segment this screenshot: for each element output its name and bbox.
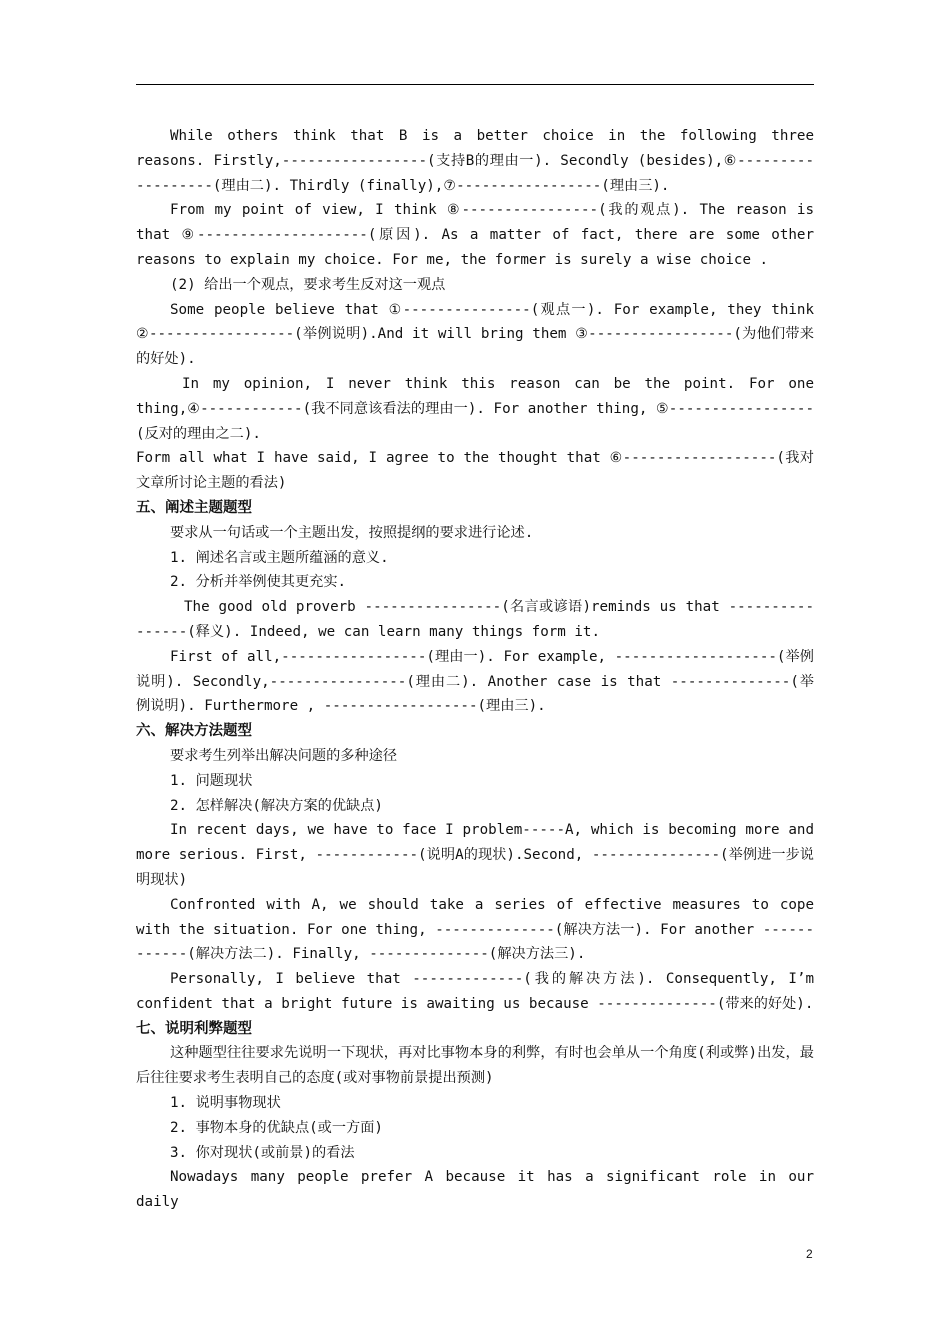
paragraph: In recent days, we have to face I problem-----A, which is becoming more and more serious. First, ------------(说明A的现状).Second, ---------------(举例进一步说明现状) (136, 822, 814, 888)
section-heading: 七、说明利弊题型 (136, 1020, 252, 1037)
paragraph: Nowadays many people prefer A because it has a significant role in our daily (136, 1169, 814, 1211)
list-item: 1. 阐述名言或主题所蕴涵的意义. (170, 549, 389, 566)
paragraph: 要求考生列举出解决问题的多种途径 (170, 747, 398, 764)
header-rule (136, 84, 814, 85)
paragraph: Some people believe that ①---------------(观点一). For example, they think ②-----------------(举例说明).And it will bring them ③-----------------(为他们带来的好处). (136, 301, 814, 368)
paragraph: The good old proverb ----------------(名言或谚语)reminds us that ----------------(释义). Indeed, we can learn many things form it. (136, 599, 814, 640)
paragraph: 要求从一句话或一个主题出发，按照提纲的要求进行论述. (170, 524, 534, 541)
document-body (136, 124, 814, 1215)
list-item: 1. 说明事物现状 (170, 1095, 281, 1112)
list-item: 2. 怎样解决(解决方案的优缺点) (170, 797, 383, 814)
paragraph: From my point of view, I think ⑧----------------(我的观点). The reason is that ⑨--------------------(原因). As a matter of fact, there are some other reasons to explain my choice. For me, the former is surely a wise choice . (136, 202, 814, 268)
list-item: 3. 你对现状(或前景)的看法 (170, 1144, 355, 1161)
list-item: 2. 事物本身的优缺点(或一方面) (170, 1119, 383, 1136)
section-heading: 六、解决方法题型 (136, 723, 252, 740)
paragraph: Personally, I believe that -------------(我的解决方法). Consequently, I’m confident that a bright future is awaiting us because --------------(带来的好处). (136, 971, 814, 1012)
page-number: 2 (806, 1247, 813, 1261)
paragraph: 这种题型往往要求先说明一下现状，再对比事物本身的利弊，有时也会单从一个角度(利或弊)出发，最后往往要求考生表明自己的态度(或对事物前景提出预测) (136, 1045, 814, 1087)
paragraph: In my opinion, I never think this reason can be the point. For one thing,④------------(我不同意该看法的理由一). For another thing, ⑤-----------------(反对的理由之二). (136, 375, 814, 442)
paragraph: Form all what I have said, I agree to the thought that ⑥------------------(我对文章所讨论主题的看法) (136, 450, 814, 492)
paragraph: While others think that B is a better choice in the following three reasons. Firstly,-----------------(支持B的理由一). Secondly (besides),⑥------------------(理由二). Thirdly (finally),⑦-----------------(理由三). (136, 128, 814, 194)
section-heading: 五、阐述主题题型 (136, 499, 252, 516)
list-item: 1. 问题现状 (170, 772, 253, 789)
list-item: 2. 分析并举例使其更充实. (170, 574, 347, 591)
paragraph: First of all,-----------------(理由一). For example, -------------------(举例说明). Secondly,----------------(理由二). Another case is that --------------(举例说明). Furthermore , ------------------(理由三). (136, 648, 814, 715)
paragraph: Confronted with A, we should take a series of effective measures to cope with the situation. For one thing, --------------(解决方法一). For another ------------(解决方法二). Finally, --------------(解决方法三). (136, 896, 814, 963)
sub-heading: (2) 给出一个观点，要求考生反对这一观点 (170, 276, 446, 293)
